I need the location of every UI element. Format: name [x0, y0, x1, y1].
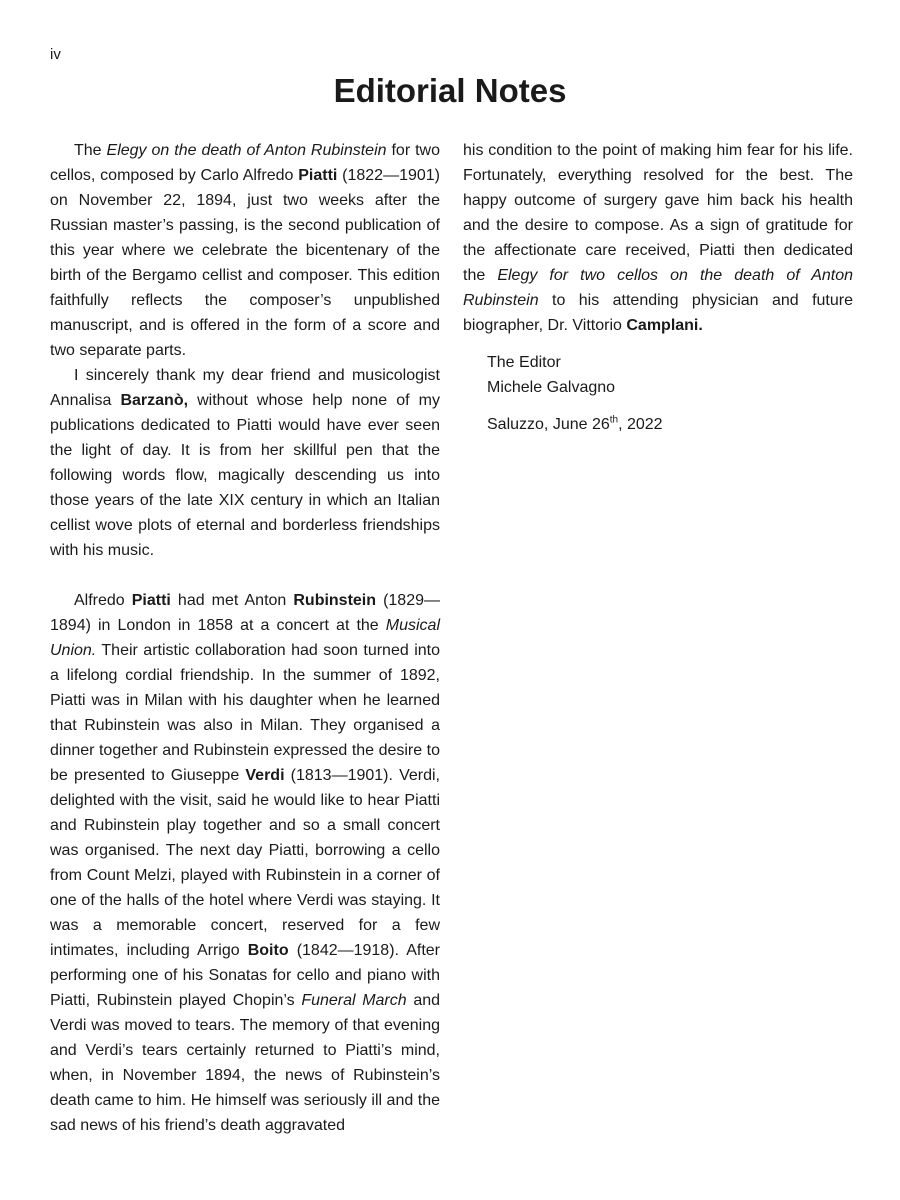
signature-date — [487, 412, 853, 437]
work-title: Elegy on the death of Anton Rubinstein — [106, 142, 387, 159]
work-title: Funeral March — [301, 992, 407, 1009]
text: and Verdi was moved to tears. The memory of that evening and Verdi’s tears certainly returned to Piatti’s mind, when, in November 1894, the news of Rubinstein’s death came to him. He himself was seriously ill and the sad news of his friend’s death aggravated — [50, 992, 441, 1134]
name-emphasis: Piatti — [298, 167, 338, 184]
text: The — [74, 142, 107, 159]
text: Their artistic collaboration had soon turned into a lifelong cordial friendship. In the summer of 1892, Piatti was in Milan with his daughter when he learned that Rubinstein was also in Milan. They organised a dinner together and Rubinstein expressed the desire to be presented to Giuseppe — [50, 642, 440, 784]
name-emphasis: Rubinstein — [293, 592, 377, 609]
text: his condition to the point of making him fear for his life. Fortunately, everything resolved for the best. The happy outcome of surgery gave him back his health and the desire to compose. As a sign of gratitude for the affectionate care received, Piatti then dedicated the — [463, 142, 853, 284]
left-column — [50, 138, 440, 1138]
right-column — [463, 138, 853, 437]
signature-name: Michele Galvagno — [487, 379, 616, 396]
name-emphasis: Barzanò, — [120, 392, 189, 409]
name-emphasis: Verdi — [245, 767, 285, 784]
name-emphasis: Boito — [247, 942, 289, 959]
paragraph-intro — [50, 138, 440, 363]
name-emphasis: Piatti — [131, 592, 171, 609]
text: to his attending physician and future biographer, Dr. Vittorio — [463, 292, 853, 334]
paragraph-history — [50, 588, 440, 1138]
text: (1842—1918). After performing one of his Sonatas for cello and piano with Piatti, Rubinstein played Chopin’s — [50, 942, 440, 1009]
text: (1829—1894) in London in 1858 at a concert at the — [50, 592, 440, 634]
text: for two cellos, composed by Carlo Alfredo — [50, 142, 441, 184]
text: Alfredo — [74, 592, 132, 609]
paragraph-continuation — [463, 138, 853, 338]
page-number: iv — [50, 46, 61, 63]
paragraph-gap — [50, 563, 440, 588]
venue-title: Musical Union. — [50, 617, 440, 659]
text: I sincerely thank my dear friend and musicologist Annalisa — [50, 367, 440, 409]
signature-role: The Editor — [487, 354, 561, 371]
paragraph-thanks — [50, 363, 440, 563]
text: (1813—1901). Verdi, delighted with the visit, said he would like to hear Piatti and Rubinstein play together and so a small concert was organised. The next day Piatti, borrowing a cello from Count Melzi, played with Rubinstein in a corner of one of the halls of the hotel where Verdi was staying. It was a memorable concert, reserved for a few intimates, including Arrigo — [50, 767, 441, 959]
text: (1822—1901) on November 22, 1894, just two weeks after the Russian master’s passing, is the second publication of this year where we celebrate the bicentenary of the birth of the Bergamo cellist and composer. This edition faithfully reflects the composer’s unpublished manuscript, and is offered in the form of a score and two separate parts. — [50, 167, 441, 359]
work-title: Elegy for two cellos on the death of Anton Rubinstein — [463, 267, 854, 309]
date-superscript: th — [609, 414, 619, 426]
page-title: Editorial Notes — [333, 72, 567, 109]
date-prefix: Saluzzo, June 26 — [487, 416, 610, 433]
signature-block — [487, 350, 853, 437]
text: had met Anton — [170, 592, 294, 609]
date-suffix: , 2022 — [618, 416, 663, 433]
name-emphasis: Camplani. — [626, 317, 703, 334]
text: without whose help none of my publications dedicated to Piatti would have ever seen the light of day. It is from her skillful pen that the following words flow, magically descending us into those years of the late XIX century in which an Italian cellist wove plots of eternal and borderless friendships with his music. — [50, 392, 440, 559]
